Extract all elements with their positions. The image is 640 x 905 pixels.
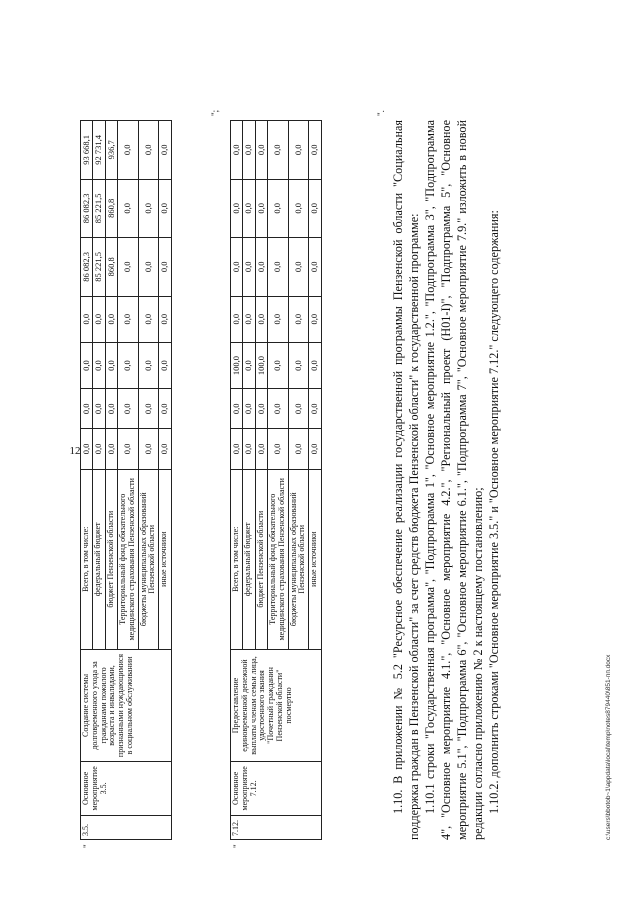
body-text: [390, 120, 502, 840]
amount-cell: 0,0: [288, 429, 309, 469]
row-number: 3.5.: [81, 815, 172, 839]
row-number: 7.12.: [231, 815, 322, 839]
amount-cell: 0,0: [309, 121, 321, 180]
amount-cell: 85 221,5: [93, 238, 105, 296]
amount-cell: 0,0: [255, 238, 267, 296]
table-row: [81, 121, 93, 840]
amount-cell: 0,0: [288, 238, 309, 296]
amount-cell: 0,0: [243, 342, 255, 388]
amount-cell: 0,0: [159, 179, 171, 237]
funding-source: бюджет Пензенской области: [255, 469, 267, 649]
amount-cell: 0,0: [159, 296, 171, 342]
amount-cell: 0,0: [309, 238, 321, 296]
amount-cell: 0,0: [231, 238, 243, 296]
event-description: Предоставление единовременной денежной выплаты членам семьи лица, удостоенного звания "Почетный гражданин Пензенской области" посмертно: [231, 649, 322, 761]
amount-cell: 0,0: [243, 179, 255, 237]
amount-cell: 0,0: [138, 121, 159, 180]
table-row: [231, 121, 243, 840]
funding-source: федеральный бюджет: [243, 469, 255, 649]
amount-cell: 0,0: [138, 342, 159, 388]
page-number: 12: [69, 445, 81, 457]
amount-cell: 0,0: [118, 296, 139, 342]
amount-cell: 0,0: [118, 342, 139, 388]
amount-cell: 0,0: [105, 389, 117, 429]
amount-cell: 0,0: [159, 389, 171, 429]
funding-source: бюджеты муниципальных образований Пензенской области: [288, 469, 309, 649]
amount-cell: 0,0: [105, 342, 117, 388]
table-event-7-12: [230, 120, 322, 840]
amount-cell: 0,0: [255, 389, 267, 429]
amount-cell: 0,0: [268, 342, 289, 388]
amount-cell: 0,0: [81, 389, 93, 429]
amount-cell: 0,0: [159, 238, 171, 296]
amount-cell: 0,0: [138, 179, 159, 237]
amount-cell: 0,0: [243, 296, 255, 342]
paragraph-1-10-2: 1.10.2. дополнить строками "Основное мероприятие 3.5." и "Основное мероприятие 7.12." следующего содержания:: [487, 210, 501, 814]
amount-cell: 0,0: [231, 121, 243, 180]
open-quote-2: ": [232, 844, 242, 848]
amount-cell: 86 082,3: [81, 238, 93, 296]
funding-source: бюджет Пензенской области: [105, 469, 117, 649]
event-name: Основное мероприятие 7.12.: [231, 762, 322, 816]
amount-cell: 0,0: [231, 179, 243, 237]
amount-cell: 0,0: [231, 429, 243, 469]
amount-cell: 0,0: [268, 296, 289, 342]
amount-cell: 0,0: [231, 389, 243, 429]
amount-cell: 0,0: [138, 429, 159, 469]
amount-cell: 0,0: [243, 238, 255, 296]
amount-cell: 0,0: [118, 429, 139, 469]
amount-cell: 0,0: [159, 121, 171, 180]
amount-cell: 0,0: [81, 342, 93, 388]
end-mark-2: ".: [376, 110, 386, 116]
paragraph-1-10-1: 1.10.1 строки "Государственная программа", "Подпрограмма 1", "Основное мероприятие 1.2.", "Подпрограмма 3", "Подпрограмма 4", "Основное мероприятие 4.1.", "Основное мероприятие 4.2.", "Региональный проект (Н01-I)", "Подпрограмма 5", "Основное мероприятие 5.1", "Подпрограмма 6", "Основное мероприятие 6.1.", "Подпрограмма 7", "Основное мероприятие 7.9." изложить в новой редакции согласно приложению № 2 к настоящему постановлению;: [423, 120, 485, 840]
amount-cell: 0,0: [268, 238, 289, 296]
amount-cell: 0,0: [255, 179, 267, 237]
amount-cell: 0,0: [93, 429, 105, 469]
funding-source: Территориальный фонд обязательного медицинского страхования Пензенской области: [118, 469, 139, 649]
amount-cell: 0,0: [118, 121, 139, 180]
amount-cell: 0,0: [159, 342, 171, 388]
amount-cell: 93 668,1: [81, 121, 93, 180]
amount-cell: 85 221,5: [93, 179, 105, 237]
amount-cell: 0,0: [243, 389, 255, 429]
open-quote-1: ": [82, 844, 92, 848]
amount-cell: 0,0: [138, 238, 159, 296]
amount-cell: 0,0: [268, 389, 289, 429]
amount-cell: 0,0: [118, 389, 139, 429]
amount-cell: 0,0: [105, 296, 117, 342]
funding-source: Всего, в том числе:: [231, 469, 243, 649]
amount-cell: 0,0: [118, 238, 139, 296]
amount-cell: 0,0: [268, 429, 289, 469]
amount-cell: 860,8: [105, 179, 117, 237]
amount-cell: 0,0: [255, 296, 267, 342]
amount-cell: 0,0: [138, 389, 159, 429]
funding-source: бюджеты муниципальных образований Пензенской области: [138, 469, 159, 649]
amount-cell: 0,0: [81, 296, 93, 342]
amount-cell: 0,0: [288, 342, 309, 388]
file-path-footer: c:\users\bbotob~1\appdata\local\temp\notes879440\851-пп.docx: [605, 654, 612, 840]
rotated-page-content: [80, 40, 640, 848]
amount-cell: 0,0: [93, 389, 105, 429]
funding-source: федеральный бюджет: [93, 469, 105, 649]
amount-cell: 0,0: [243, 121, 255, 180]
amount-cell: 0,0: [93, 296, 105, 342]
amount-cell: 0,0: [288, 296, 309, 342]
amount-cell: 0,0: [309, 179, 321, 237]
table-event-3-5: [80, 120, 172, 840]
amount-cell: 0,0: [81, 429, 93, 469]
funding-source: Всего, в том числе:: [81, 469, 93, 649]
amount-cell: 860,8: [105, 238, 117, 296]
end-mark-1: ";: [210, 109, 220, 116]
amount-cell: 0,0: [309, 342, 321, 388]
amount-cell: 0,0: [118, 179, 139, 237]
amount-cell: 936,7: [105, 121, 117, 180]
amount-cell: 0,0: [231, 296, 243, 342]
amount-cell: 0,0: [105, 429, 117, 469]
paragraph-1-10: 1.10. В приложении № 5.2 "Ресурсное обеспечение реализации государственной программы Пензенской области "Социальная поддержка граждан в Пензенской области" за счет средств бюджета Пензенской области" к государственной программе:: [391, 120, 421, 840]
amount-cell: 0,0: [159, 429, 171, 469]
amount-cell: 0,0: [138, 296, 159, 342]
amount-cell: 100,0: [255, 342, 267, 388]
amount-cell: 0,0: [243, 429, 255, 469]
amount-cell: 0,0: [288, 121, 309, 180]
amount-cell: 0,0: [268, 121, 289, 180]
amount-cell: 0,0: [288, 389, 309, 429]
funding-source: Территориальный фонд обязательного медицинского страхования Пензенской области: [268, 469, 289, 649]
funding-source: иные источники: [309, 469, 321, 649]
amount-cell: 0,0: [309, 296, 321, 342]
amount-cell: 0,0: [309, 389, 321, 429]
amount-cell: 100,0: [231, 342, 243, 388]
event-name: Основное мероприятие 3.5.: [81, 762, 172, 816]
amount-cell: 0,0: [255, 429, 267, 469]
amount-cell: 0,0: [309, 429, 321, 469]
amount-cell: 0,0: [93, 342, 105, 388]
amount-cell: 0,0: [288, 179, 309, 237]
amount-cell: 0,0: [255, 121, 267, 180]
amount-cell: 86 082,3: [81, 179, 93, 237]
funding-source: иные источники: [159, 469, 171, 649]
event-description: Создание системы долговременного ухода за гражданами пожилого возраста и инвалидами, признанными нуждающимися в социальном обслуживании: [81, 649, 172, 761]
amount-cell: 92 731,4: [93, 121, 105, 180]
amount-cell: 0,0: [268, 179, 289, 237]
